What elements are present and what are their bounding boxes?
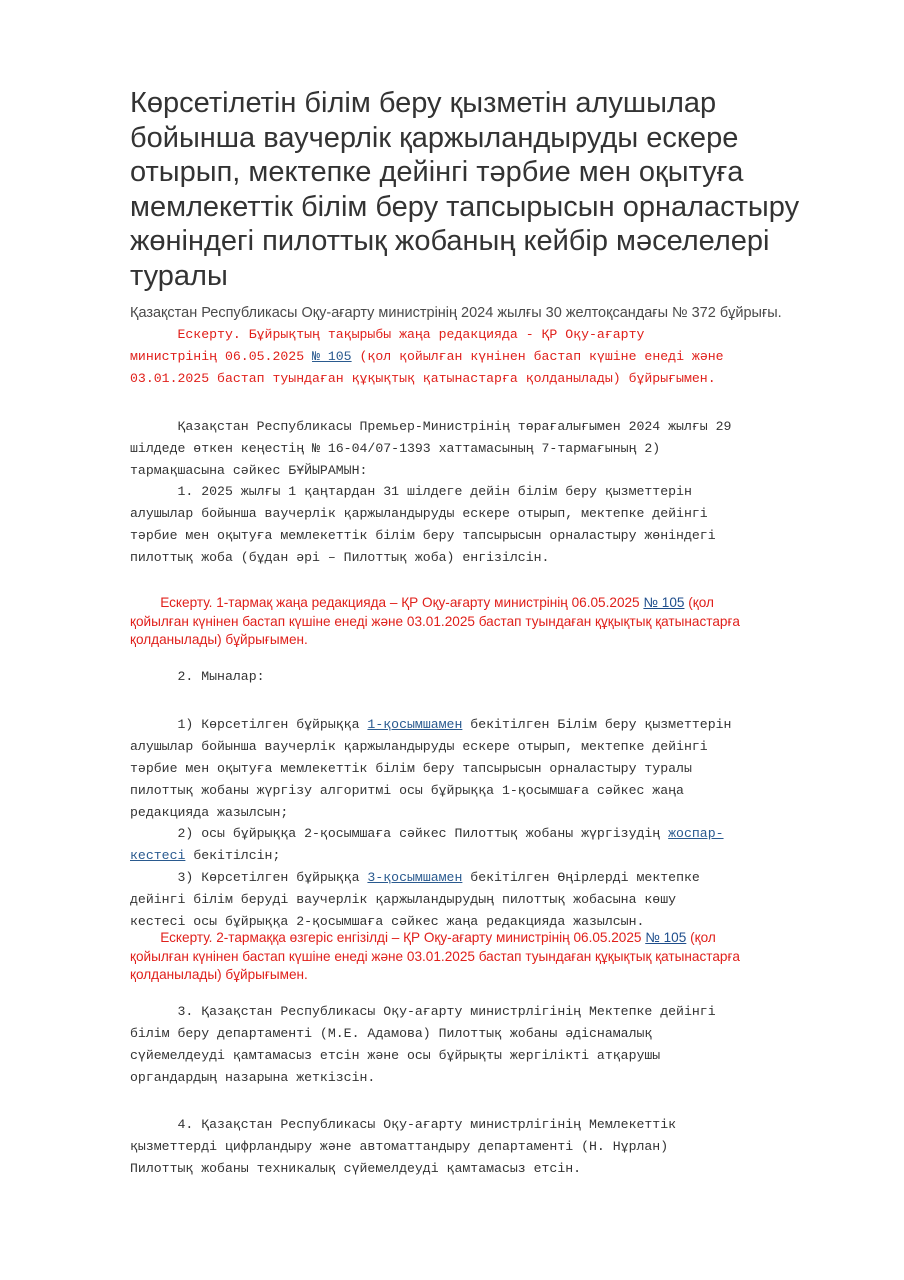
note-line: қойылған күнінен бастап күшіне енеді және 03.01.2025 бастап туындаған құқықтық қатынастарға — [130, 613, 740, 629]
item-line: Пилоттық жобаны техникалық сүйемелдеуді қамтамасыз етсін. — [130, 1160, 582, 1176]
item-line: тәрбие мен оқытуға мемлекеттік білім беру тапсырысын орналастыру туралы — [130, 760, 692, 776]
item-text: бекітілген Өңірлерді мектепке — [462, 870, 700, 885]
item-line: қызметтерді цифрландыру және автоматтандыру департаменті (Н. Нұрлан) — [130, 1138, 669, 1154]
note-text: Ескерту. 1-тармақ жаңа редакцияда – ҚР Оқу-ағарту министрінің 06.05.2025 — [130, 595, 644, 610]
title-line: мемлекеттік білім беру тапсырысын орналастыру — [130, 190, 800, 223]
order-105-link[interactable]: № 105 — [643, 595, 685, 610]
order-105-link[interactable]: № 105 — [645, 930, 687, 945]
note-text: Ескерту. 2-тармаққа өзгеріс енгізілді – ҚР Оқу-ағарту министрінің 06.05.2025 — [130, 930, 646, 945]
title-line: Көрсетілетін білім беру қызметін алушылар — [130, 87, 717, 119]
item-line — [130, 867, 850, 889]
preamble-line: тармақшасына сәйкес БҰЙЫРАМЫН: — [130, 462, 368, 478]
title-line: отырып, мектепке дейінгі тәрбие мен оқытуға — [130, 156, 744, 188]
item-line: алушылар бойынша ваучерлік қаржыландыруды ескере отырып, мектепке дейінгі — [130, 505, 708, 521]
note-line — [130, 346, 850, 368]
preamble-line: шілдеде өткен кеңестің № 16-04/07-1393 хаттамасының 7-тармағының 2) — [130, 440, 661, 456]
note-line: қолданылады) бұйрығымен. — [130, 967, 308, 982]
item-line: дейінгі білім беруді ваучерлік қаржыландырудың пилоттық жобасына көшу — [130, 891, 677, 907]
item-text: бекітілген Білім беру қызметтерін — [462, 717, 732, 732]
title-line: туралы — [130, 259, 228, 292]
item-line: пилоттық жобаны жүргізу алгоритмі осы бұйрыққа 1-қосымшаға сәйкес жаңа — [130, 782, 684, 798]
item-line — [130, 823, 850, 845]
item-line — [130, 714, 850, 736]
note-text: (қол — [684, 595, 714, 610]
item-2-amendment-note — [130, 929, 850, 985]
title-line: бойынша ваучерлік қаржыландыруды ескере — [130, 121, 739, 154]
item-line: органдардың назарына жеткізсін. — [130, 1069, 376, 1085]
note-line: қолданылады) бұйрығымен. — [130, 632, 308, 647]
item-line: сүйемелдеуді қамтамасыз етсін және осы бұйрықты жергілікті атқарушы — [130, 1047, 661, 1063]
item-line: кестесі осы бұйрыққа 2-қосымшаға сәйкес жаңа редакцияда жазылсын. — [130, 913, 645, 929]
item-1 — [130, 481, 850, 569]
document-title — [130, 86, 820, 293]
item-3 — [130, 1001, 850, 1089]
item-line: тәрбие мен оқытуға мемлекеттік білім беру тапсырысын орналастыру жөніндегі — [130, 527, 716, 543]
schedule-plan-link[interactable]: жоспар- — [668, 826, 724, 841]
item-line: редакцияда жазылсын; — [130, 804, 289, 820]
item-2-2 — [130, 823, 850, 867]
item-line: алушылар бойынша ваучерлік қаржыландыруды ескере отырып, мектепке дейінгі — [130, 738, 708, 754]
item-line: 2. Мыналар: — [130, 669, 265, 684]
note-line — [130, 929, 850, 948]
note-text: министрінің 06.05.2025 — [130, 348, 313, 364]
note-text: (қол — [686, 930, 716, 945]
item-line: 4. Қазақстан Республикасы Оқу-ағарту министрлігінің Мемлекеттік — [130, 1117, 677, 1132]
note-line — [130, 594, 850, 613]
appendix-1-link[interactable]: 1-қосымшамен — [367, 717, 463, 732]
item-line: білім беру департаменті (М.Е. Адамова) Пилоттық жобаны әдіснамалық — [130, 1025, 653, 1041]
preamble-line: Қазақстан Республикасы Премьер-Министрінің төрағалығымен 2024 жылғы 29 — [130, 419, 732, 434]
item-text: 3) Көрсетілген бұйрыққа — [130, 870, 368, 885]
title-amendment-note — [130, 324, 850, 390]
preamble — [130, 416, 850, 482]
order-105-link[interactable]: № 105 — [312, 348, 352, 364]
item-2-1 — [130, 714, 850, 824]
note-line: Ескерту. Бұйрықтың тақырыбы жаңа редакцияда - ҚР Оқу-ағарту — [130, 327, 645, 342]
note-text: (қол қойылған күнінен бастап күшіне енеді және — [351, 348, 724, 364]
item-line: 1. 2025 жылғы 1 қаңтардан 31 шілдеге дейін білім беру қызметтерін — [130, 484, 692, 499]
schedule-plan-link[interactable]: кестесі — [130, 847, 186, 863]
note-line: 03.01.2025 бастап туындаған құқықтық қатынастарға қолданылады) бұйрығымен. — [130, 370, 716, 386]
item-line: 3. Қазақстан Республикасы Оқу-ағарту министрлігінің Мектепке дейінгі — [130, 1004, 716, 1019]
item-2-3 — [130, 867, 850, 933]
item-4 — [130, 1114, 850, 1180]
item-line: пилоттық жоба (бұдан әрі – Пилоттық жоба) енгізілсін. — [130, 549, 550, 565]
document-subtitle: Қазақстан Республикасы Оқу-ағарту министрінің 2024 жылғы 30 желтоқсандағы № 372 бұйрығы. — [130, 305, 782, 321]
item-text: 1) Көрсетілген бұйрыққа — [130, 717, 368, 732]
item-line — [130, 845, 850, 867]
item-1-amendment-note — [130, 594, 850, 650]
title-line: жөніндегі пилоттық жобаның кейбір мәселелері — [130, 225, 770, 257]
item-text: бекітілсін; — [185, 847, 281, 863]
item-2 — [130, 666, 850, 688]
note-line: қойылған күнінен бастап күшіне енеді және 03.01.2025 бастап туындаған құқықтық қатынастарға — [130, 948, 740, 964]
item-text: 2) осы бұйрыққа 2-қосымшаға сәйкес Пилоттық жобаны жүргізудің — [130, 826, 669, 841]
appendix-3-link[interactable]: 3-қосымшамен — [367, 870, 463, 885]
